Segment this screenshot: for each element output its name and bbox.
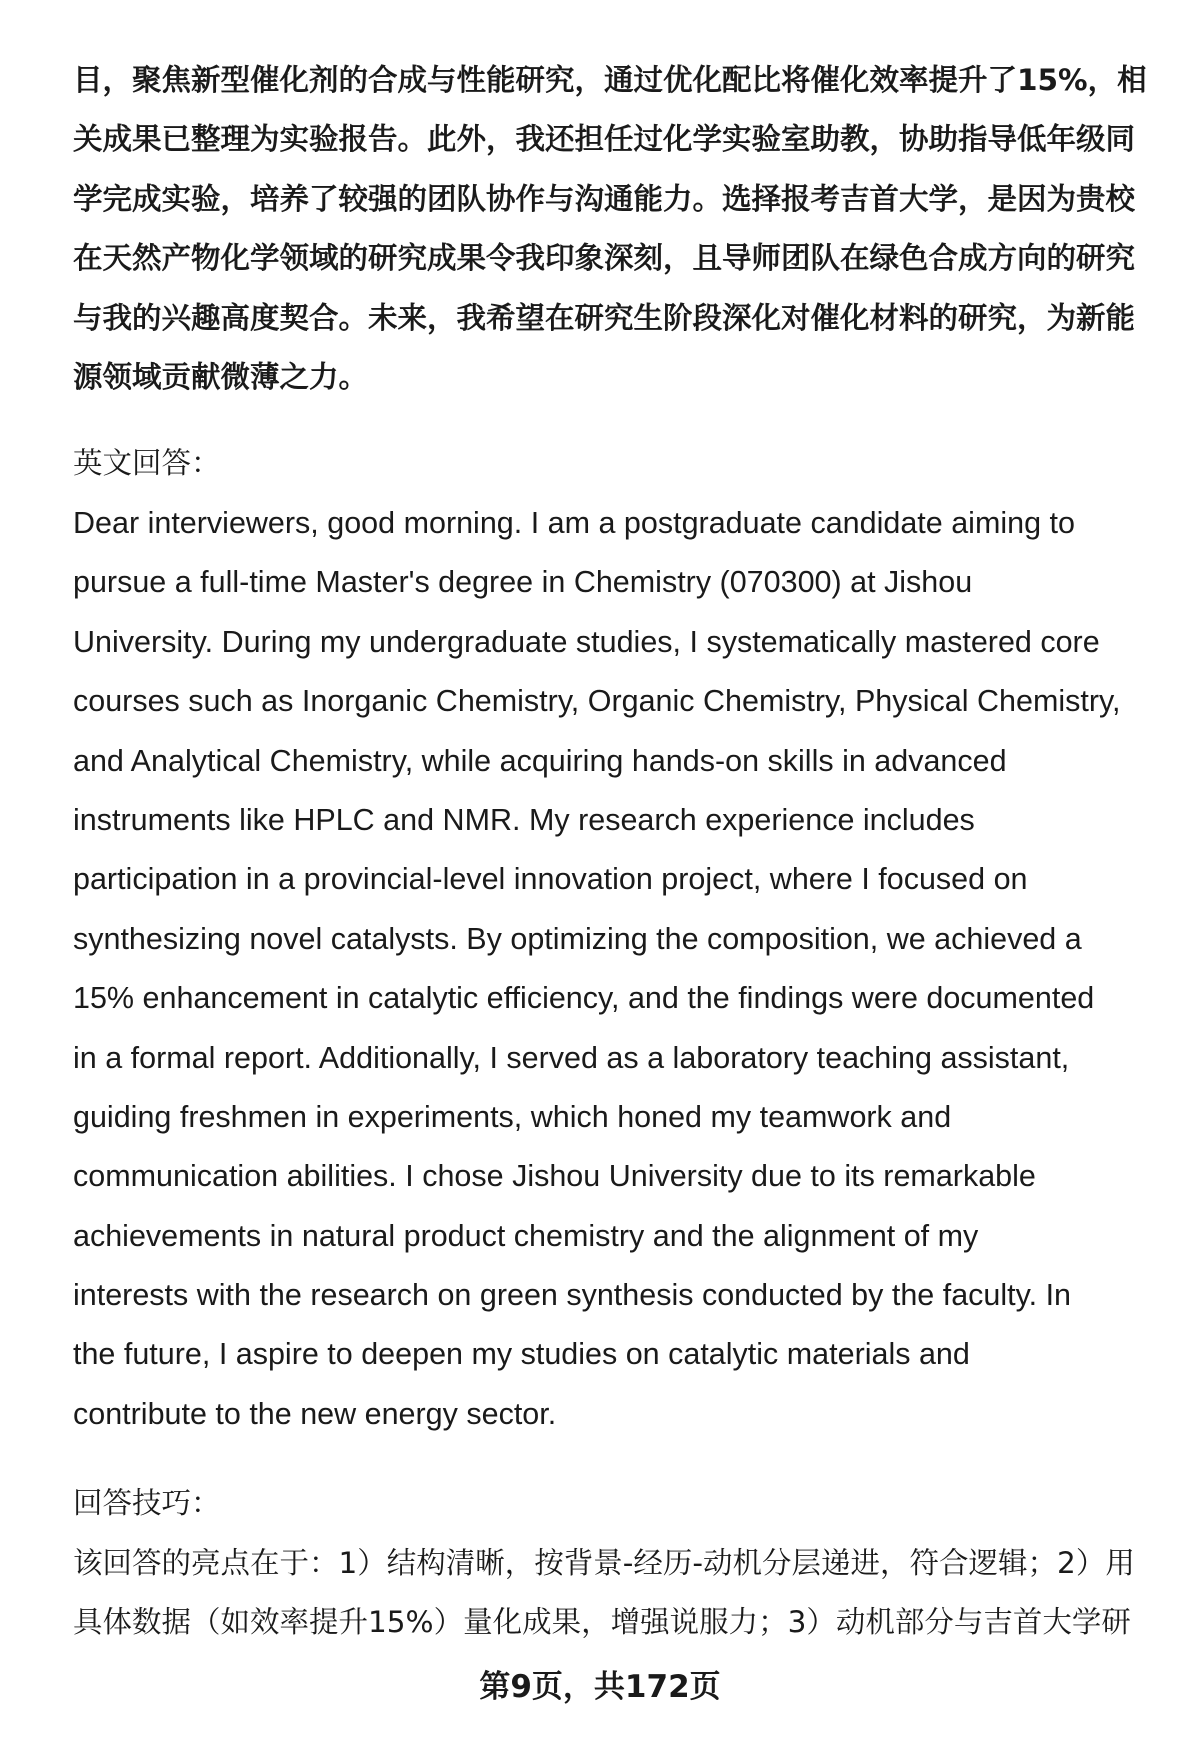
text-line: 学完成实验，培养了较强的团队协作与沟通能力。选择报考吉首大学，是因为贵校: [73, 181, 1136, 216]
text-line: instruments like HPLC and NMR. My research experience includes: [73, 802, 975, 837]
text-line: 该回答的亮点在于：1）结构清晰，按背景-经历-动机分层递进，符合逻辑；2）用: [73, 1546, 1135, 1580]
page-number-label: 第9页，共172页: [479, 1669, 721, 1705]
section-heading: 英文回答：: [73, 446, 221, 480]
chinese-answer-paragraph: [73, 51, 1173, 407]
text-line: 15% enhancement in catalytic efficiency, and the findings were documented: [73, 981, 1095, 1016]
answer-tips-paragraph: [73, 1534, 1173, 1653]
text-line: 与我的兴趣高度契合。未来，我希望在研究生阶段深化对催化材料的研究，为新能: [73, 300, 1136, 335]
text-line: pursue a full-time Master's degree in Chemistry (070300) at Jishou: [73, 565, 973, 600]
page-footer: [0, 1664, 1200, 1710]
text-line: synthesizing novel catalysts. By optimizing the composition, we achieved a: [73, 921, 1082, 956]
text-line: in a formal report. Additionally, I served as a laboratory teaching assistant,: [73, 1040, 1070, 1075]
text-line: 具体数据（如效率提升15%）量化成果，增强说服力；3）动机部分与吉首大学研: [73, 1605, 1131, 1640]
text-line: 源领域贡献微薄之力。: [73, 359, 369, 394]
text-line: 在天然产物化学领域的研究成果令我印象深刻，且导师团队在绿色合成方向的研究: [73, 241, 1136, 276]
text-line: guiding freshmen in experiments, which honed my teamwork and: [73, 1099, 952, 1134]
answer-tips-heading: [73, 1474, 1173, 1533]
text-line: participation in a provincial-level innovation project, where I focused on: [73, 862, 1028, 897]
text-line: Dear interviewers, good morning. I am a postgraduate candidate aiming to: [73, 506, 1075, 540]
text-line: and Analytical Chemistry, while acquiring hands-on skills in advanced: [73, 743, 1007, 778]
text-line: contribute to the new energy sector.: [73, 1396, 557, 1431]
text-line: interests with the research on green synthesis conducted by the faculty. In: [73, 1278, 1072, 1313]
text-line: achievements in natural product chemistry and the alignment of my: [73, 1218, 979, 1253]
text-line: University. During my undergraduate studies, I systematically mastered core: [73, 624, 1100, 659]
text-line: 目，聚焦新型催化剂的合成与性能研究，通过优化配比将催化效率提升了15%，相: [73, 63, 1147, 97]
text-line: 关成果已整理为实验报告。此外，我还担任过化学实验室助教，协助指导低年级同: [73, 122, 1136, 157]
english-answer-paragraph: [73, 494, 1173, 1444]
text-line: communication abilities. I chose Jishou University due to its remarkable: [73, 1159, 1036, 1194]
text-line: the future, I aspire to deepen my studies on catalytic materials and: [73, 1337, 970, 1372]
section-heading: 回答技巧：: [73, 1486, 221, 1520]
text-line: courses such as Inorganic Chemistry, Organic Chemistry, Physical Chemistry,: [73, 684, 1121, 719]
english-answer-heading: [73, 434, 1173, 493]
